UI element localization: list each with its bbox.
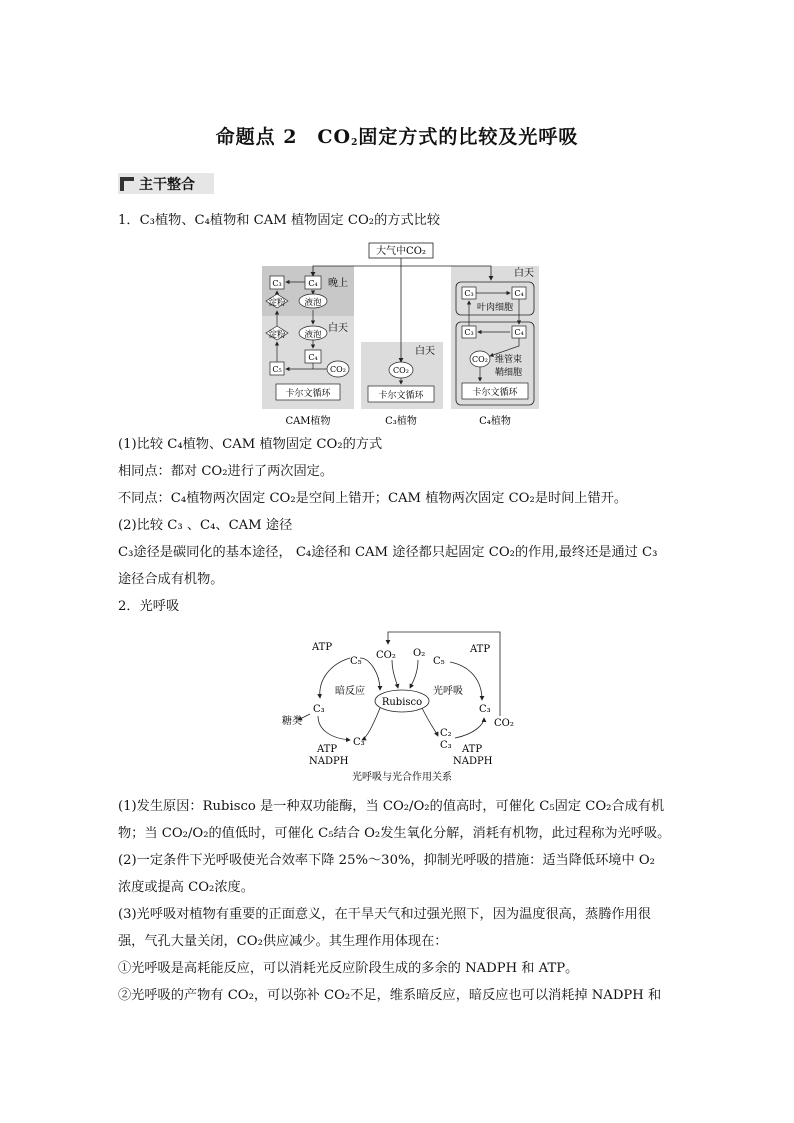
c4-day: 白天 (514, 268, 534, 279)
c3-caption: C₃植物 (385, 416, 417, 427)
text-line: 强，气孔大量关闭，CO₂供应减少。其生理作用体现在： (118, 934, 448, 949)
fig2-nadph-bottom-left: NADPH (309, 756, 349, 767)
section-tag (118, 173, 214, 194)
fig2-c2: C₂ (440, 728, 452, 739)
cam-starch-day: 淀粉 (268, 330, 286, 340)
text-line: 物；当 CO₂/O₂的值低时，可催化 C₅结合 O₂发生氧化分解，消耗有机物，此过程称为光呼吸。 (118, 826, 671, 841)
fig2-c3-bottom-right: C₃ (440, 740, 452, 751)
page-title: 命题点 2 $CO_2$固定方式的比较及光呼吸 (215, 126, 579, 148)
fig2-atp-bottom-left: ATP (317, 744, 338, 755)
section-icon (120, 177, 134, 191)
fig2-o2: O₂ (413, 648, 426, 659)
text-line: (1)发生原因：Rubisco 是一种双功能酶，当 CO₂/O₂的值高时，可催化 C₅固定 CO₂合成有机 (118, 799, 665, 814)
fig2-atp-left: ATP (312, 642, 333, 653)
cam-c4: C₄ (308, 279, 318, 288)
fig2-atp-bottom-right: ATP (462, 744, 483, 755)
cam-co2: CO₂ (330, 365, 346, 374)
fig2-c3-left: C₃ (313, 704, 325, 715)
fig2-atp-right: ATP (470, 644, 491, 655)
fig2-caption: 光呼吸与光合作用关系 (352, 772, 452, 783)
cam-c4-day: C₄ (308, 353, 318, 362)
text-line: (2)一定条件下光呼吸使光合效率下降 25%～30%，抑制光呼吸的措施：适当降低环境中 O₂ (118, 853, 655, 868)
c3-co2: CO₂ (393, 366, 409, 375)
c4-caption: C₄植物 (479, 416, 511, 427)
cam-calvin: 卡尔文循环 (285, 389, 331, 399)
cam-day: 白天 (328, 323, 348, 334)
text-line: (1)比较 C₄植物、CAM 植物固定 CO₂的方式 (118, 437, 383, 452)
c4-bundle-c3: C₃ (464, 328, 474, 337)
c3-day: 白天 (415, 346, 435, 357)
text-line: 2．光呼吸 (118, 599, 180, 614)
c4-bundle-c4: C₄ (514, 328, 524, 337)
text-line: 不同点：C₄植物两次固定 CO₂是空间上错开；CAM 植物两次固定 CO₂是时间上错开。 (118, 491, 628, 506)
fig2-c3-bottom-left: C₃ (353, 737, 365, 748)
c4-co2: CO₂ (472, 355, 488, 364)
photorespiration-diagram (270, 628, 540, 788)
text-line: (2)比较 C₃ 、C₄、CAM 途径 (118, 518, 293, 533)
cam-c3: C₃ (272, 279, 282, 288)
cam-vacuole-night: 液泡 (304, 298, 322, 308)
c4-mesophyll-label: 叶肉细胞 (476, 303, 514, 313)
fig2-c5-left: C₅ (350, 656, 362, 667)
fig2-sugar: 糖类 (282, 716, 302, 727)
cam-c5: C₅ (272, 365, 282, 374)
fig2-nadph-bottom-right: NADPH (453, 756, 493, 767)
fig2-photorespiration: 光呼吸 (433, 686, 463, 697)
text-line: (3)光呼吸对植物有重要的正面意义，在干旱天气和过强光照下，因为温度很高，蒸腾作用很 (118, 907, 651, 922)
fig2-rubisco: Rubisco (381, 697, 423, 708)
c4-mesophyll-c3: C₃ (464, 289, 474, 298)
c4-bundle-label-2: 鞘细胞 (495, 368, 523, 378)
text-line: 相同点：都对 CO₂进行了两次固定。 (118, 464, 334, 479)
atmosphere-co2-label: 大气中CO₂ (376, 246, 426, 257)
text-line: 浓度或提高 CO₂浓度。 (118, 880, 254, 895)
text-line: C₃途径是碳同化的基本途径， C₄途径和 CAM 途径都只起固定 CO₂的作用,最终还是通过 C₃ (118, 545, 658, 560)
fig2-co2-top: CO₂ (376, 650, 396, 661)
item1-heading: 1．C₃植物、C₄植物和 CAM 植物固定 CO₂的方式比较 (118, 213, 441, 228)
cam-vacuole-day: 液泡 (304, 330, 322, 340)
c4-calvin: 卡尔文循环 (472, 388, 518, 398)
text-line: ②光呼吸的产物有 CO₂，可以弥补 CO₂不足，维系暗反应，暗反应也可以消耗掉 NADPH 和 (118, 988, 662, 1003)
text-line: 途径合成有机物。 (118, 572, 224, 587)
co2-fixation-diagram (258, 238, 548, 430)
cam-starch-night: 淀粉 (268, 298, 286, 308)
c4-mesophyll-c4: C₄ (514, 289, 524, 298)
fig2-c3-right: C₃ (479, 704, 491, 715)
section-tag-label: 主干整合 (139, 176, 195, 193)
fig2-dark-reaction: 暗反应 (335, 686, 365, 697)
c3-calvin: 卡尔文循环 (378, 391, 424, 401)
c4-bundle-label-1: 维管束 (495, 355, 523, 365)
fig2-c5-right: C₅ (433, 656, 445, 667)
text-line: ①光呼吸是高耗能反应，可以消耗光反应阶段生成的多余的 NADPH 和 ATP。 (118, 961, 579, 976)
cam-night: 晚上 (328, 278, 348, 289)
cam-caption: CAM植物 (285, 416, 331, 427)
fig2-co2-right: CO₂ (494, 718, 514, 729)
